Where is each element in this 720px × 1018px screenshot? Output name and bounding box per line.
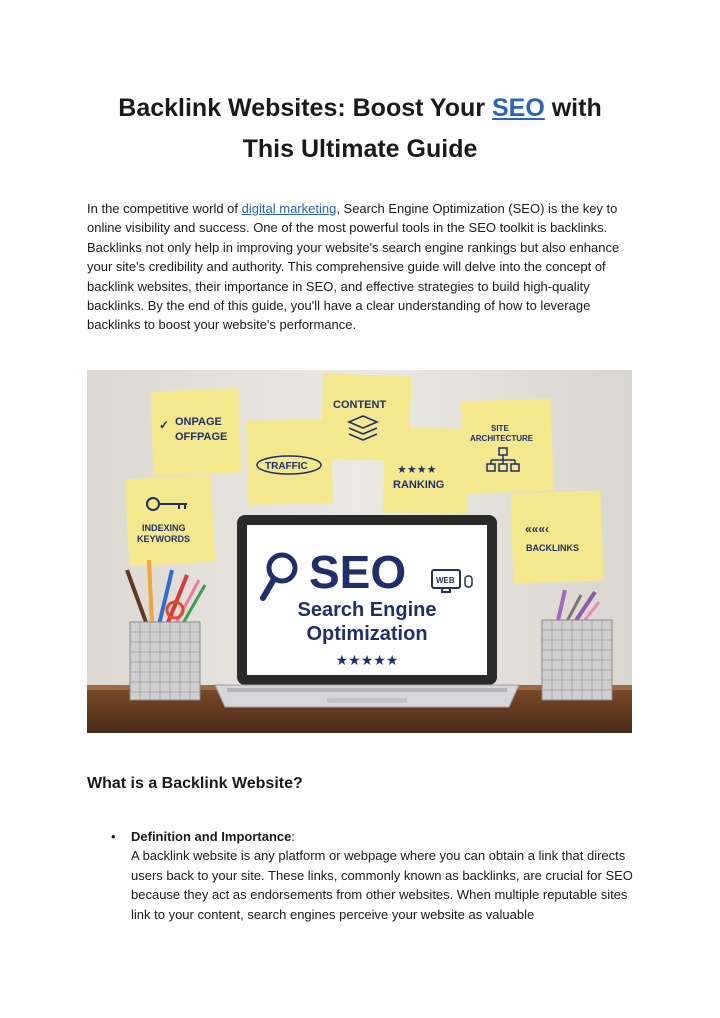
sticky-traffic — [246, 419, 332, 504]
screen-seo: SEO — [309, 546, 407, 598]
svg-text:✓: ✓ — [159, 418, 170, 432]
ranking-stars: ★★★★ — [397, 463, 437, 476]
sticky-ranking — [383, 427, 468, 513]
section-heading: What is a Backlink Website? — [87, 775, 303, 792]
note-architecture: ARCHITECTURE — [470, 434, 534, 443]
sticky-indexing — [125, 475, 215, 566]
note-indexing: INDEXING — [142, 523, 186, 533]
seo-hero-image — [87, 370, 632, 733]
screen-web: WEB — [436, 576, 455, 585]
note-backlinks: BACKLINKS — [526, 543, 579, 553]
screen-line-1: Search Engine — [297, 599, 437, 621]
bullet-icon: • — [111, 829, 116, 844]
note-ranking: RANKING — [393, 479, 445, 491]
list-item — [87, 827, 647, 924]
title-line-2: This Ultimate Guide — [242, 135, 478, 163]
note-keywords: KEYWORDS — [137, 534, 191, 544]
note-onpage: ONPAGE — [175, 416, 222, 428]
page-title — [60, 88, 660, 170]
intro-after-link: , Search Engine Optimization (SEO) is the key to online visibility and success. One of the most powerful tools in the SEO toolkit is backlinks. Backlinks not only help in improving your website's search engine rankings but also enhance your site's credibility and authority. This comprehensive guide will delve into the concept of backlink websites, their importance in SEO, and effective strategies to build high-quality backlinks. By the end of this guide, you'll have a clear understanding of how to leverage backlinks to boost your website's performance. — [87, 201, 620, 333]
sticky-site-architecture — [460, 398, 553, 493]
sticky-backlinks — [510, 490, 603, 583]
title-prefix: Backlink Websites: Boost Your — [118, 94, 486, 122]
definition-list — [87, 827, 647, 924]
sticky-onpage — [151, 388, 242, 475]
intro-before-link: In the competitive world of — [87, 201, 239, 216]
note-traffic: TRAFFIC — [265, 461, 308, 472]
list-item-text: A backlink website is any platform or webpage where you can obtain a link that directs users back to your site. These links, commonly known as backlinks, are crucial for SEO because they act as endorsements from other websites. When multiple reputable sites link to your content, search engines perceive your website as valuable — [131, 848, 633, 922]
seo-link[interactable]: SEO — [491, 94, 545, 122]
digital-marketing-link[interactable]: digital marketing — [241, 201, 337, 216]
hero-illustration — [87, 370, 632, 733]
intro-paragraph — [87, 199, 647, 335]
list-item-colon: : — [291, 829, 295, 844]
list-item-label: Definition and Importance — [131, 829, 292, 844]
laptop — [215, 515, 519, 707]
chevrons-icon: «««‹ — [525, 522, 550, 536]
note-site: SITE — [491, 424, 509, 433]
title-suffix: with — [551, 94, 602, 122]
note-offpage: OFFPAGE — [175, 431, 228, 443]
screen-stars: ★★★★★ — [335, 653, 399, 669]
note-content: CONTENT — [333, 399, 387, 411]
screen-line-2: Optimization — [306, 623, 428, 645]
